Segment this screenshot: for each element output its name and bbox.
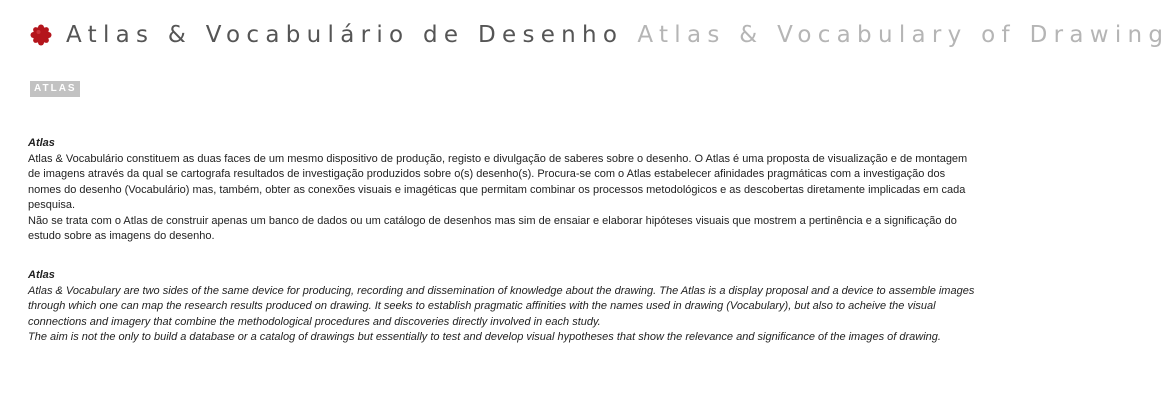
- section-portuguese: [28, 136, 978, 245]
- paragraph: Atlas & Vocabulary are two sides of the same device for producing, recording and dissemination of knowledge about the drawing. The Atlas is a display proposal and a device to assemble images through which one can map the research results produced on drawing. It seeks to establish pragmatic affinities with the names used in drawing (Vocabulary), but also to acheive the visual connections and imagery that combine the methodological procedures and discoveries directly involved in each study.: [28, 284, 975, 328]
- logo-icon[interactable]: [30, 24, 52, 46]
- paragraph: Atlas & Vocabulário constituem as duas faces de um mesmo dispositivo de produção, registo e divulgação de saberes sobre o desenho. O Atlas é uma proposta de visualização e de montagem de imagens através da qual se cartografa resultados de investigação produzidos sobre o(s) desenho(s). Procura-se com o Atlas estabelecer afinidades pragmáticas com a investigação dos nomes do desenho (Vocabulário) mas, também, obter as conexões visuais e imagéticas que permitam combinar os processos metodológicos e as descobertas diretamente implicadas em cada pesquisa.: [28, 152, 968, 211]
- paragraph: The aim is not the only to build a database or a catalog of drawings but essentially to test and develop visual hypotheses that show the relevance and significance of the images of drawing.: [28, 331, 941, 343]
- site-title-pt[interactable]: Atlas & Vocabulário de Desenho: [66, 22, 624, 48]
- section-english: [28, 268, 978, 346]
- section-heading: Atlas: [28, 137, 55, 149]
- atlas-tag[interactable]: ATLAS: [30, 81, 80, 97]
- site-title-en[interactable]: Atlas & Vocabulary of Drawing: [637, 22, 1169, 48]
- section-heading: Atlas: [28, 269, 55, 281]
- site-header: [30, 18, 1169, 52]
- paragraph: Não se trata com o Atlas de construir apenas um banco de dados ou um catálogo de desenhos mas sim de ensaiar e elaborar hipóteses visuais que mostrem a pertinência e a significação do estudo sobre as imagens do desenho.: [28, 214, 957, 242]
